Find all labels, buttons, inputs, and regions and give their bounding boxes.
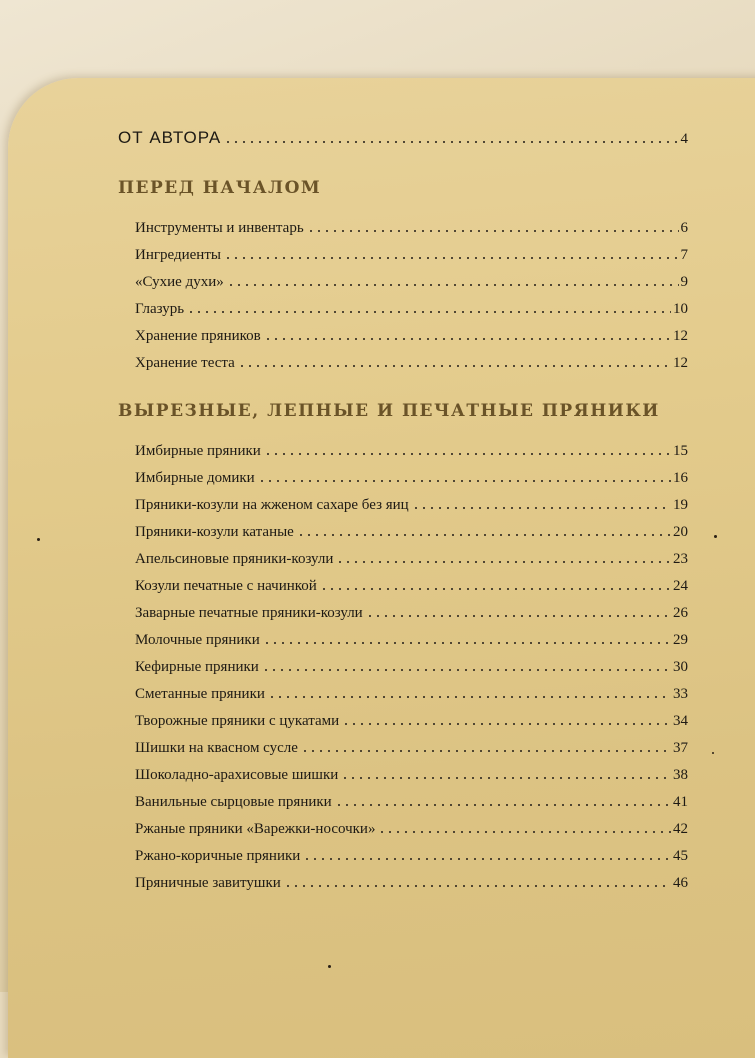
toc-entry-title: Молочные пряники [135, 632, 260, 648]
toc-entry-page: 41 [673, 794, 688, 810]
dot-leader [224, 140, 678, 144]
dot-leader [268, 695, 671, 699]
toc-entry-page: 6 [680, 220, 688, 236]
toc-entry-page: 20 [673, 524, 688, 540]
toc-entry[interactable] [135, 301, 688, 318]
toc-entry[interactable] [135, 848, 688, 865]
toc-entry-title: Имбирные домики [135, 470, 255, 486]
toc-entry-page: 38 [673, 767, 688, 783]
toc-entry-page: 33 [673, 686, 688, 702]
toc-entry[interactable] [135, 470, 688, 487]
toc-entry[interactable] [135, 524, 688, 541]
dot-leader [262, 668, 671, 672]
toc-entry-title: ОТ АВТОРА [118, 128, 222, 147]
dot-leader [378, 830, 671, 834]
toc-entry-title: Козули печатные с начинкой [135, 578, 317, 594]
toc-entry[interactable] [135, 875, 688, 892]
dot-leader [284, 884, 671, 888]
toc-entry-page: 30 [673, 659, 688, 675]
toc-entry[interactable] [135, 274, 688, 291]
toc-entry-title: Ржаные пряники «Варежки-носочки» [135, 821, 376, 837]
toc-entry-page: 29 [673, 632, 688, 648]
section-heading: ПЕРЕД НАЧАЛОМ [118, 178, 322, 198]
dot-leader [335, 803, 671, 807]
toc-entry[interactable] [135, 605, 688, 622]
toc-entry-title: Инструменты и инвентарь [135, 220, 304, 236]
toc-entry-title: Кефирные пряники [135, 659, 259, 675]
toc-entry[interactable] [135, 659, 688, 676]
toc-entry-title: Глазурь [135, 301, 185, 317]
toc-entry-page: 7 [680, 247, 688, 263]
toc-entry-page: 23 [673, 551, 688, 567]
toc-entry-title: Ржано-коричные пряники [135, 848, 301, 864]
toc-entry-page: 26 [673, 605, 688, 621]
toc-entry-page: 34 [673, 713, 688, 729]
dot-leader [264, 452, 671, 456]
dot-leader [320, 587, 671, 591]
toc-entry-page: 16 [673, 470, 688, 486]
dot-leader [412, 506, 671, 510]
toc-entry[interactable] [135, 686, 688, 703]
toc-entry[interactable] [135, 497, 688, 514]
toc-entry-title: Пряники-козули на жженом сахаре без яиц [135, 497, 409, 513]
toc-entry[interactable] [135, 767, 688, 784]
toc-entry-title: Хранение пряников [135, 328, 261, 344]
toc-entry-page: 45 [673, 848, 688, 864]
toc-entry[interactable] [135, 632, 688, 649]
toc-entry-title: Ингредиенты [135, 247, 221, 263]
dot-leader [187, 310, 671, 314]
toc-entry[interactable] [135, 220, 688, 237]
toc-entry-author[interactable] [118, 128, 688, 148]
toc-entry-title: Пряники-козули катаные [135, 524, 294, 540]
dot-leader [297, 533, 671, 537]
toc-entry-title: Сметанные пряники [135, 686, 265, 702]
toc-entry-title: Апельсиновые пряники-козули [135, 551, 334, 567]
toc-entry-page: 42 [673, 821, 688, 837]
dot-leader [301, 749, 671, 753]
toc-entry-title: Хранение теста [135, 355, 235, 371]
toc-entry-page: 9 [680, 274, 688, 290]
toc-entry[interactable] [135, 794, 688, 811]
dot-leader [258, 479, 671, 483]
dot-leader [341, 776, 671, 780]
dot-leader [366, 614, 671, 618]
toc-entry-title: Имбирные пряники [135, 443, 261, 459]
dot-leader [264, 337, 671, 341]
toc-entry[interactable] [135, 821, 688, 838]
toc-entry[interactable] [135, 355, 688, 372]
dot-leader [224, 256, 679, 260]
toc-entry-page: 15 [673, 443, 688, 459]
toc-entry[interactable] [135, 443, 688, 460]
toc-entry-title: «Сухие духи» [135, 274, 224, 290]
toc-entry-title: Шоколадно-арахисовые шишки [135, 767, 339, 783]
toc-entry-page: 37 [673, 740, 688, 756]
dot-leader [342, 722, 671, 726]
toc-entry[interactable] [135, 740, 688, 757]
dot-leader [307, 229, 679, 233]
dot-leader [227, 283, 679, 287]
toc-entry-page: 12 [673, 328, 688, 344]
toc-entry[interactable] [135, 328, 688, 345]
toc-entry-page: 10 [673, 301, 688, 317]
toc-entry-page: 24 [673, 578, 688, 594]
toc-entry-page: 46 [673, 875, 688, 891]
toc-entry-title: Творожные пряники с цукатами [135, 713, 340, 729]
toc-entry-title: Шишки на квасном сусле [135, 740, 298, 756]
dot-leader [263, 641, 671, 645]
toc-entry-title: Ванильные сырцовые пряники [135, 794, 332, 810]
dot-leader [303, 857, 671, 861]
dot-leader [238, 364, 671, 368]
toc-entry[interactable] [135, 551, 688, 568]
toc-entry-page: 4 [680, 131, 688, 147]
toc-entry[interactable] [135, 713, 688, 730]
section-heading: ВЫРЕЗНЫЕ, ЛЕПНЫЕ И ПЕЧАТНЫЕ ПРЯНИКИ [118, 401, 660, 421]
toc-entry-page: 19 [673, 497, 688, 513]
toc-entry[interactable] [135, 578, 688, 595]
toc-entry-title: Заварные печатные пряники-козули [135, 605, 363, 621]
toc-entry-title: Пряничные завитушки [135, 875, 281, 891]
dot-leader [336, 560, 671, 564]
toc-entry-page: 12 [673, 355, 688, 371]
toc-entry[interactable] [135, 247, 688, 264]
